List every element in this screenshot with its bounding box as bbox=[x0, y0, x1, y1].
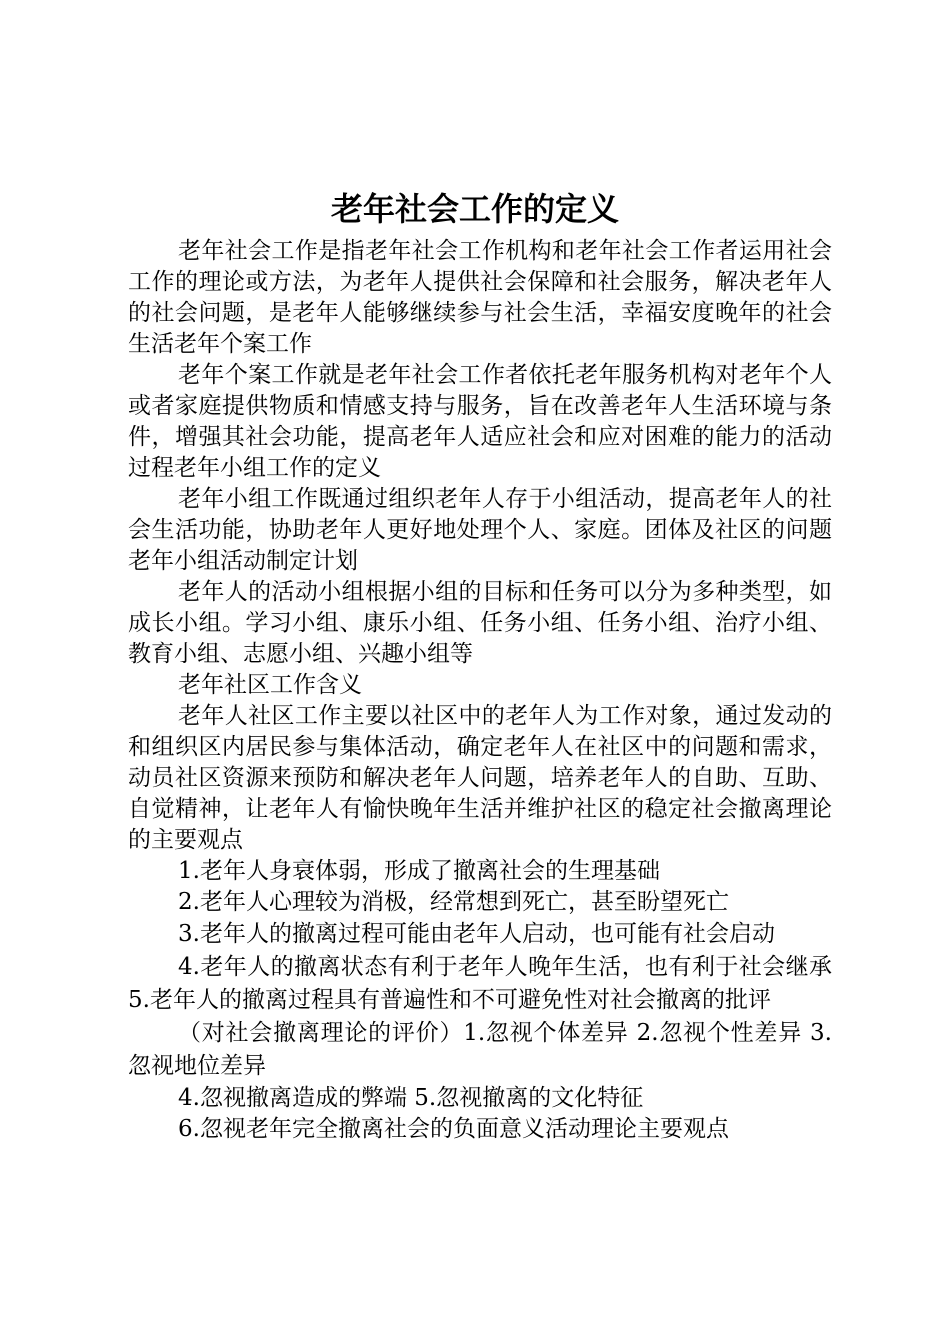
list-item-critique-4-5: 4.忽视撤离造成的弊端 5.忽视撤离的文化特征 bbox=[178, 1085, 644, 1111]
list-item-point-1: 1.老年人身衰体弱，形成了撤离社会的生理基础 bbox=[178, 858, 660, 884]
document-body bbox=[128, 236, 832, 1145]
list-item-point-2: 2.老年人心理较为消极，经常想到死亡，甚至盼望死亡 bbox=[178, 889, 729, 915]
list-item-critique-6: 6.忽视老年完全撤离社会的负面意义活动理论主要观点 bbox=[178, 1116, 729, 1142]
list-item-point-3: 3.老年人的撤离过程可能由老年人启动，也可能有社会启动 bbox=[178, 921, 775, 947]
paragraph-community-work: 老年人社区工作主要以社区中的老年人为工作对象，通过发动的和组织区内居民参与集体活动，确定老年人在社区中的问题和需求，动员社区资源来预防和解决老年人问题，培养老年人的自助、互助、自觉精神，让老年人有愉快晚年生活并维护社区的稳定社会撤离理论的主要观点 bbox=[128, 703, 832, 853]
paragraph-casework: 老年个案工作就是老年社会工作者依托老年服务机构对老年个人或者家庭提供物质和情感支持与服务，旨在改善老年人生活环境与条件，增强其社会功能，提高老年人适应社会和应对困难的能力的活动过程老年小组工作的定义 bbox=[128, 362, 832, 481]
paragraph-critique: （对社会撤离理论的评价）1.忽视个体差异 2.忽视个性差异 3.忽视地位差异 bbox=[128, 1020, 832, 1079]
paragraph-community-heading: 老年社区工作含义 bbox=[178, 672, 362, 698]
paragraph-groupwork: 老年小组工作既通过组织老年人存于小组活动，提高老年人的社会生活功能，协助老年人更好地处理个人、家庭。团体及社区的问题老年小组活动制定计划 bbox=[128, 486, 832, 574]
list-item-point-4-5: 4.老年人的撤离状态有利于老年人晚年生活，也有利于社会继承 5.老年人的撤离过程具有普遍性和不可避免性对社会撤离的批评 bbox=[128, 954, 832, 1013]
paragraph-definition: 老年社会工作是指老年社会工作机构和老年社会工作者运用社会工作的理论或方法，为老年人提供社会保障和社会服务，解决老年人的社会问题，是老年人能够继续参与社会生活，幸福安度晚年的社会生活老年个案工作 bbox=[128, 238, 832, 357]
document-title: 老年社会工作的定义 bbox=[330, 190, 619, 228]
paragraph-group-types: 老年人的活动小组根据小组的目标和任务可以分为多种类型，如成长小组。学习小组、康乐小组、任务小组、任务小组、治疗小组、教育小组、志愿小组、兴趣小组等 bbox=[128, 579, 832, 667]
